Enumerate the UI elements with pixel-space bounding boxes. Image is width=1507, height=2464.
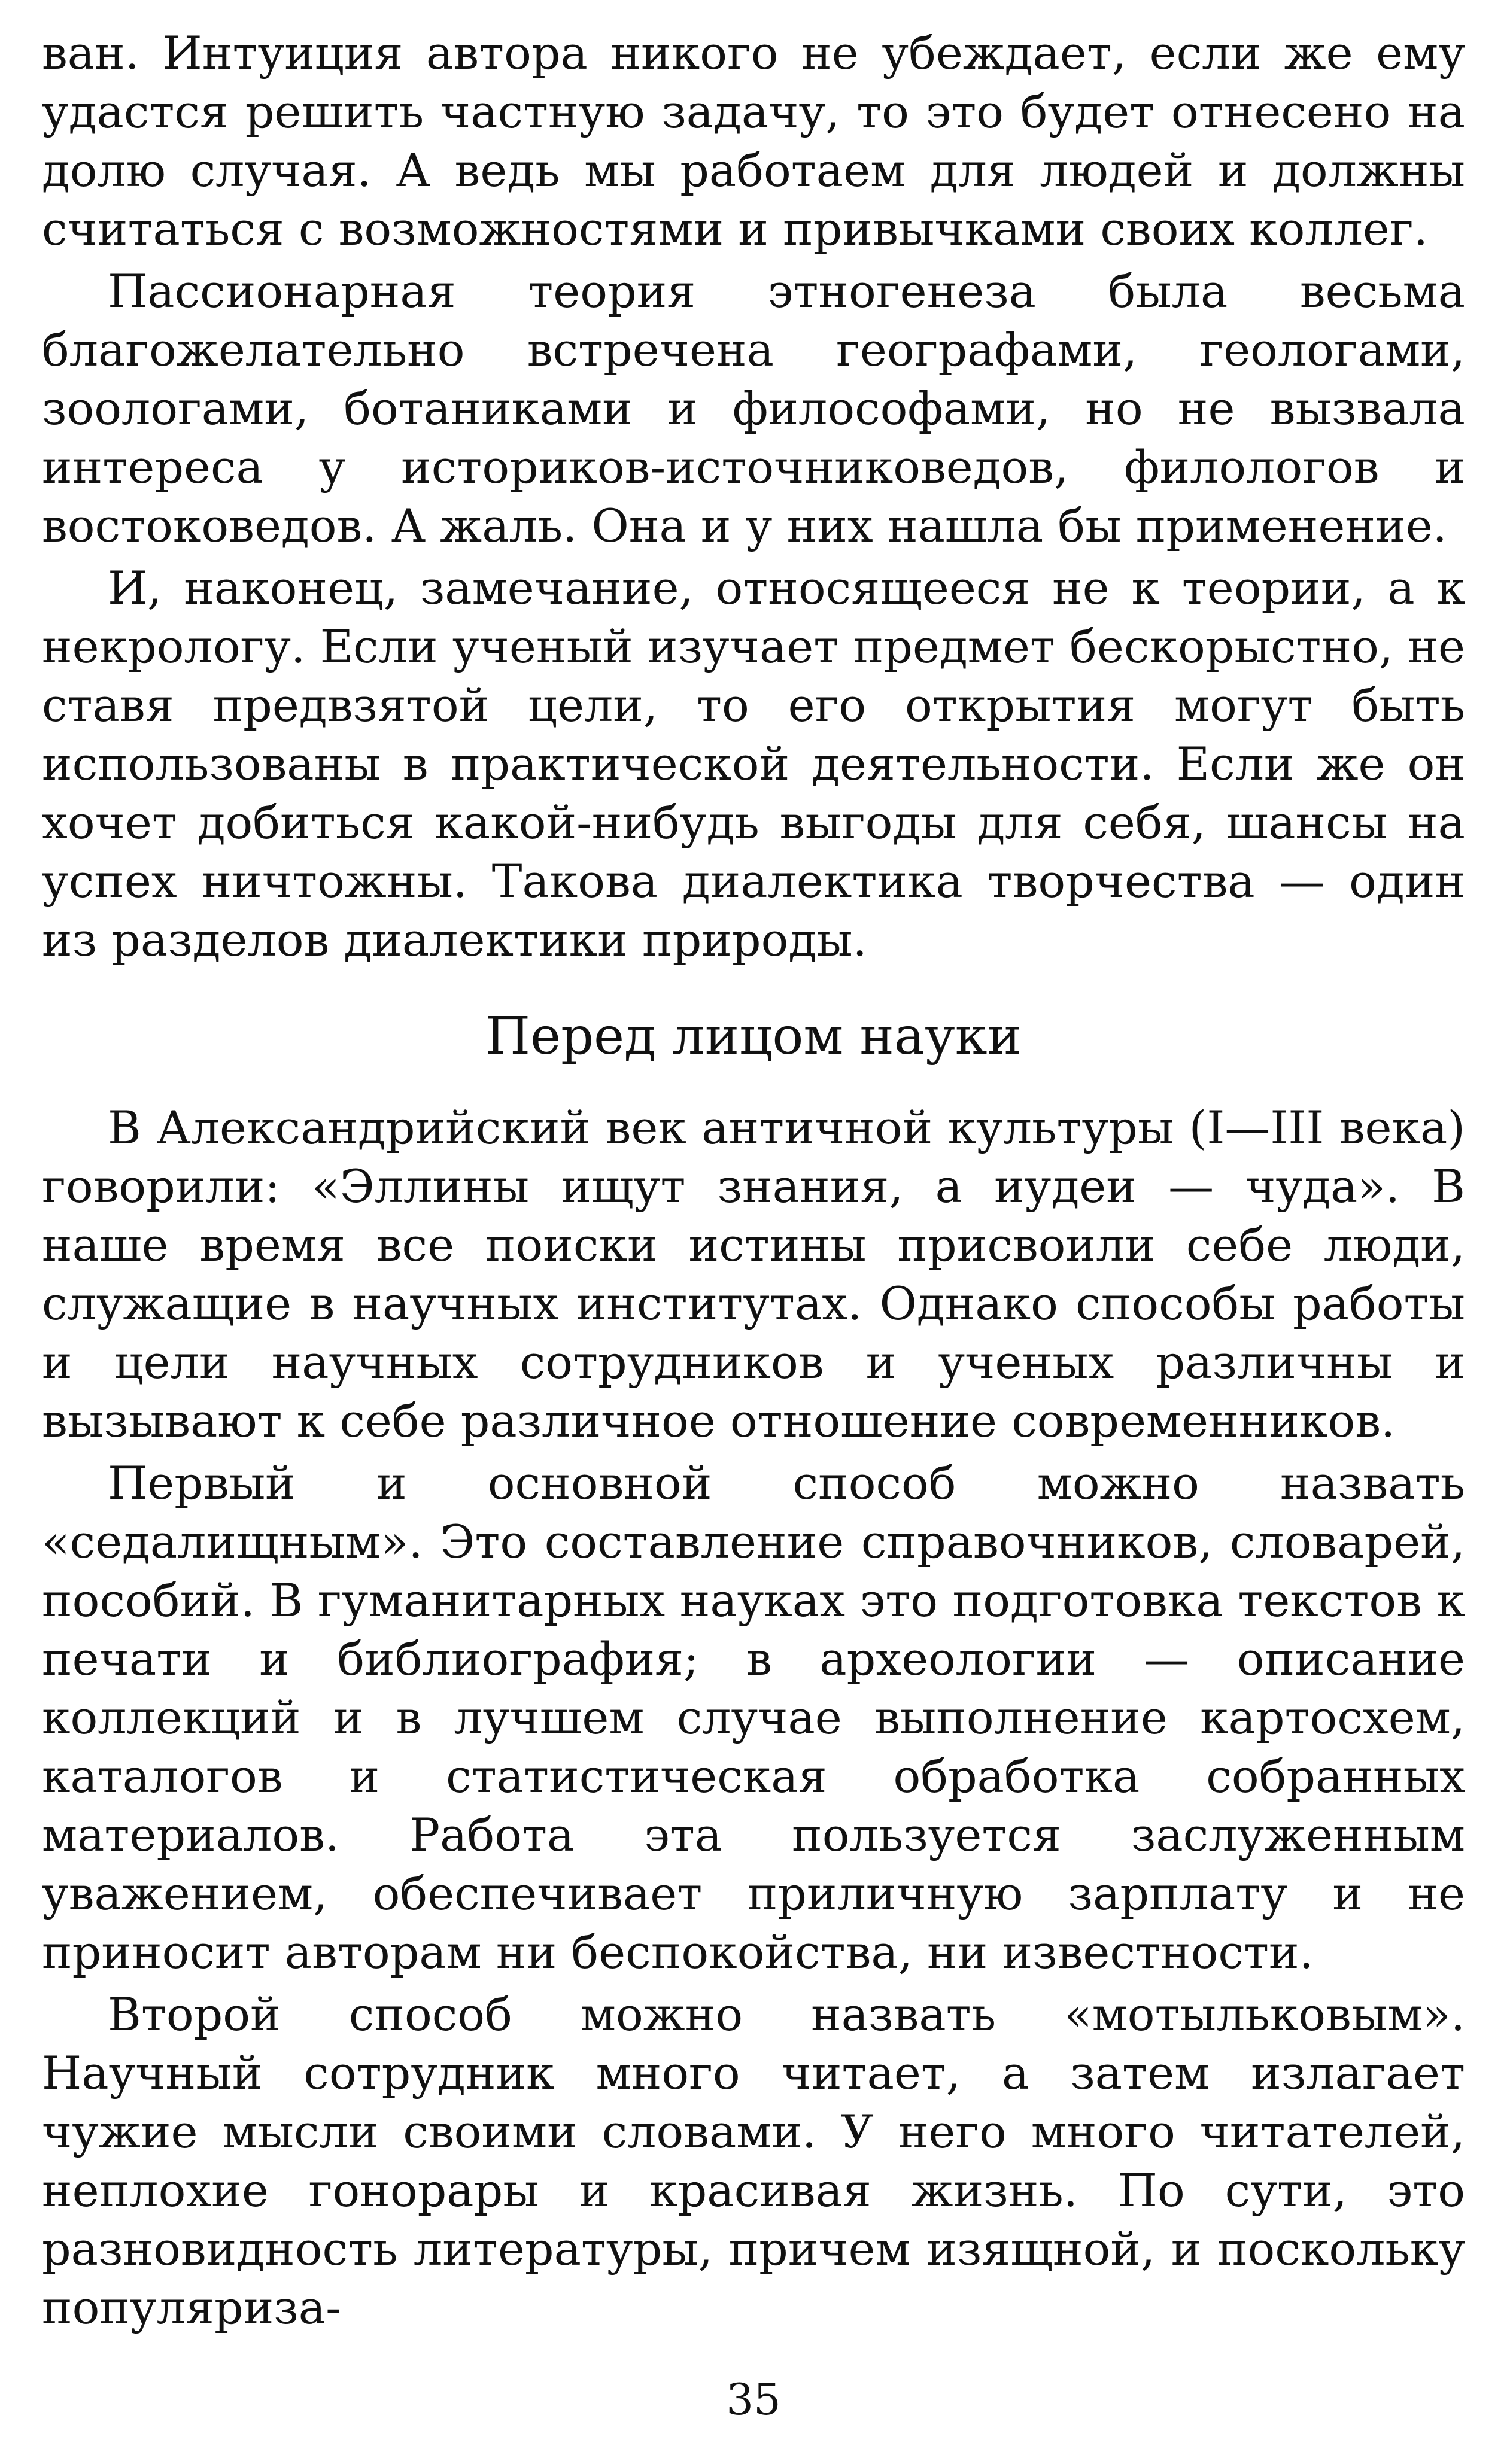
paragraph-continuation: ван. Интуиция автора никого не убеждает, если же ему удастся решить частную задачу, то это будет отнесено на долю случая. А ведь мы работаем для людей и должны считаться с возможностями и привычками своих коллег. [42,26,1465,255]
paragraph-alexandrian-age: В Александрийский век античной культуры (I—III века) говорили: «Эллины ищут знания, а иудеи — чуда». В наше время все поиски истины присвоили себе люди, служащие в научных институтах. Однако способы работы и цели научных сотрудников и ученых различны и вызывают к себе различное отношение современников. [42,1101,1465,1447]
paragraph-second-method: Второй способ можно назвать «мотыльковым». Научный сотрудник много читает, а затем излагает чужие мысли своими словами. У него много читателей, неплохие гонорары и красивая жизнь. По сути, это разновидность литературы, причем изящной, и поскольку популяриза- [42,1988,1465,2334]
book-page [42,24,1465,2441]
page-number: 35 [726,2374,781,2425]
paragraph-first-method: Первый и основной способ можно назвать «седалищным». Это составление справочников, словарей, пособий. В гуманитарных науках это подготовка текстов к печати и библиография; в археологии — описание коллекций и в лучшем случае выполнение картосхем, каталогов и статистическая обработка собранных материалов. Работа эта пользуется заслуженным уважением, обеспечивает приличную зарплату и не приносит авторам ни беспокойства, ни известности. [42,1456,1465,1979]
paragraph-passionary-theory: Пассионарная теория этногенеза была весьма благожелательно встречена географами, геологами, зоологами, ботаниками и философами, но не вызвала интереса у историков-источниковедов, филологов и востоковедов. А жаль. Она и у них нашла бы применение. [42,264,1465,552]
section-heading: Перед лицом науки [485,1006,1022,1066]
paragraph-obituary-remark: И, наконец, замечание, относящееся не к теории, а к некрологу. Если ученый изучает предмет бескорыстно, не ставя предвзятой цели, то его открытия могут быть использованы в практической деятельности. Если же он хочет добиться какой-нибудь выгоды для себя, шансы на успех ничтожны. Такова диалектика творчества — один из разделов диалектики природы. [42,561,1465,966]
